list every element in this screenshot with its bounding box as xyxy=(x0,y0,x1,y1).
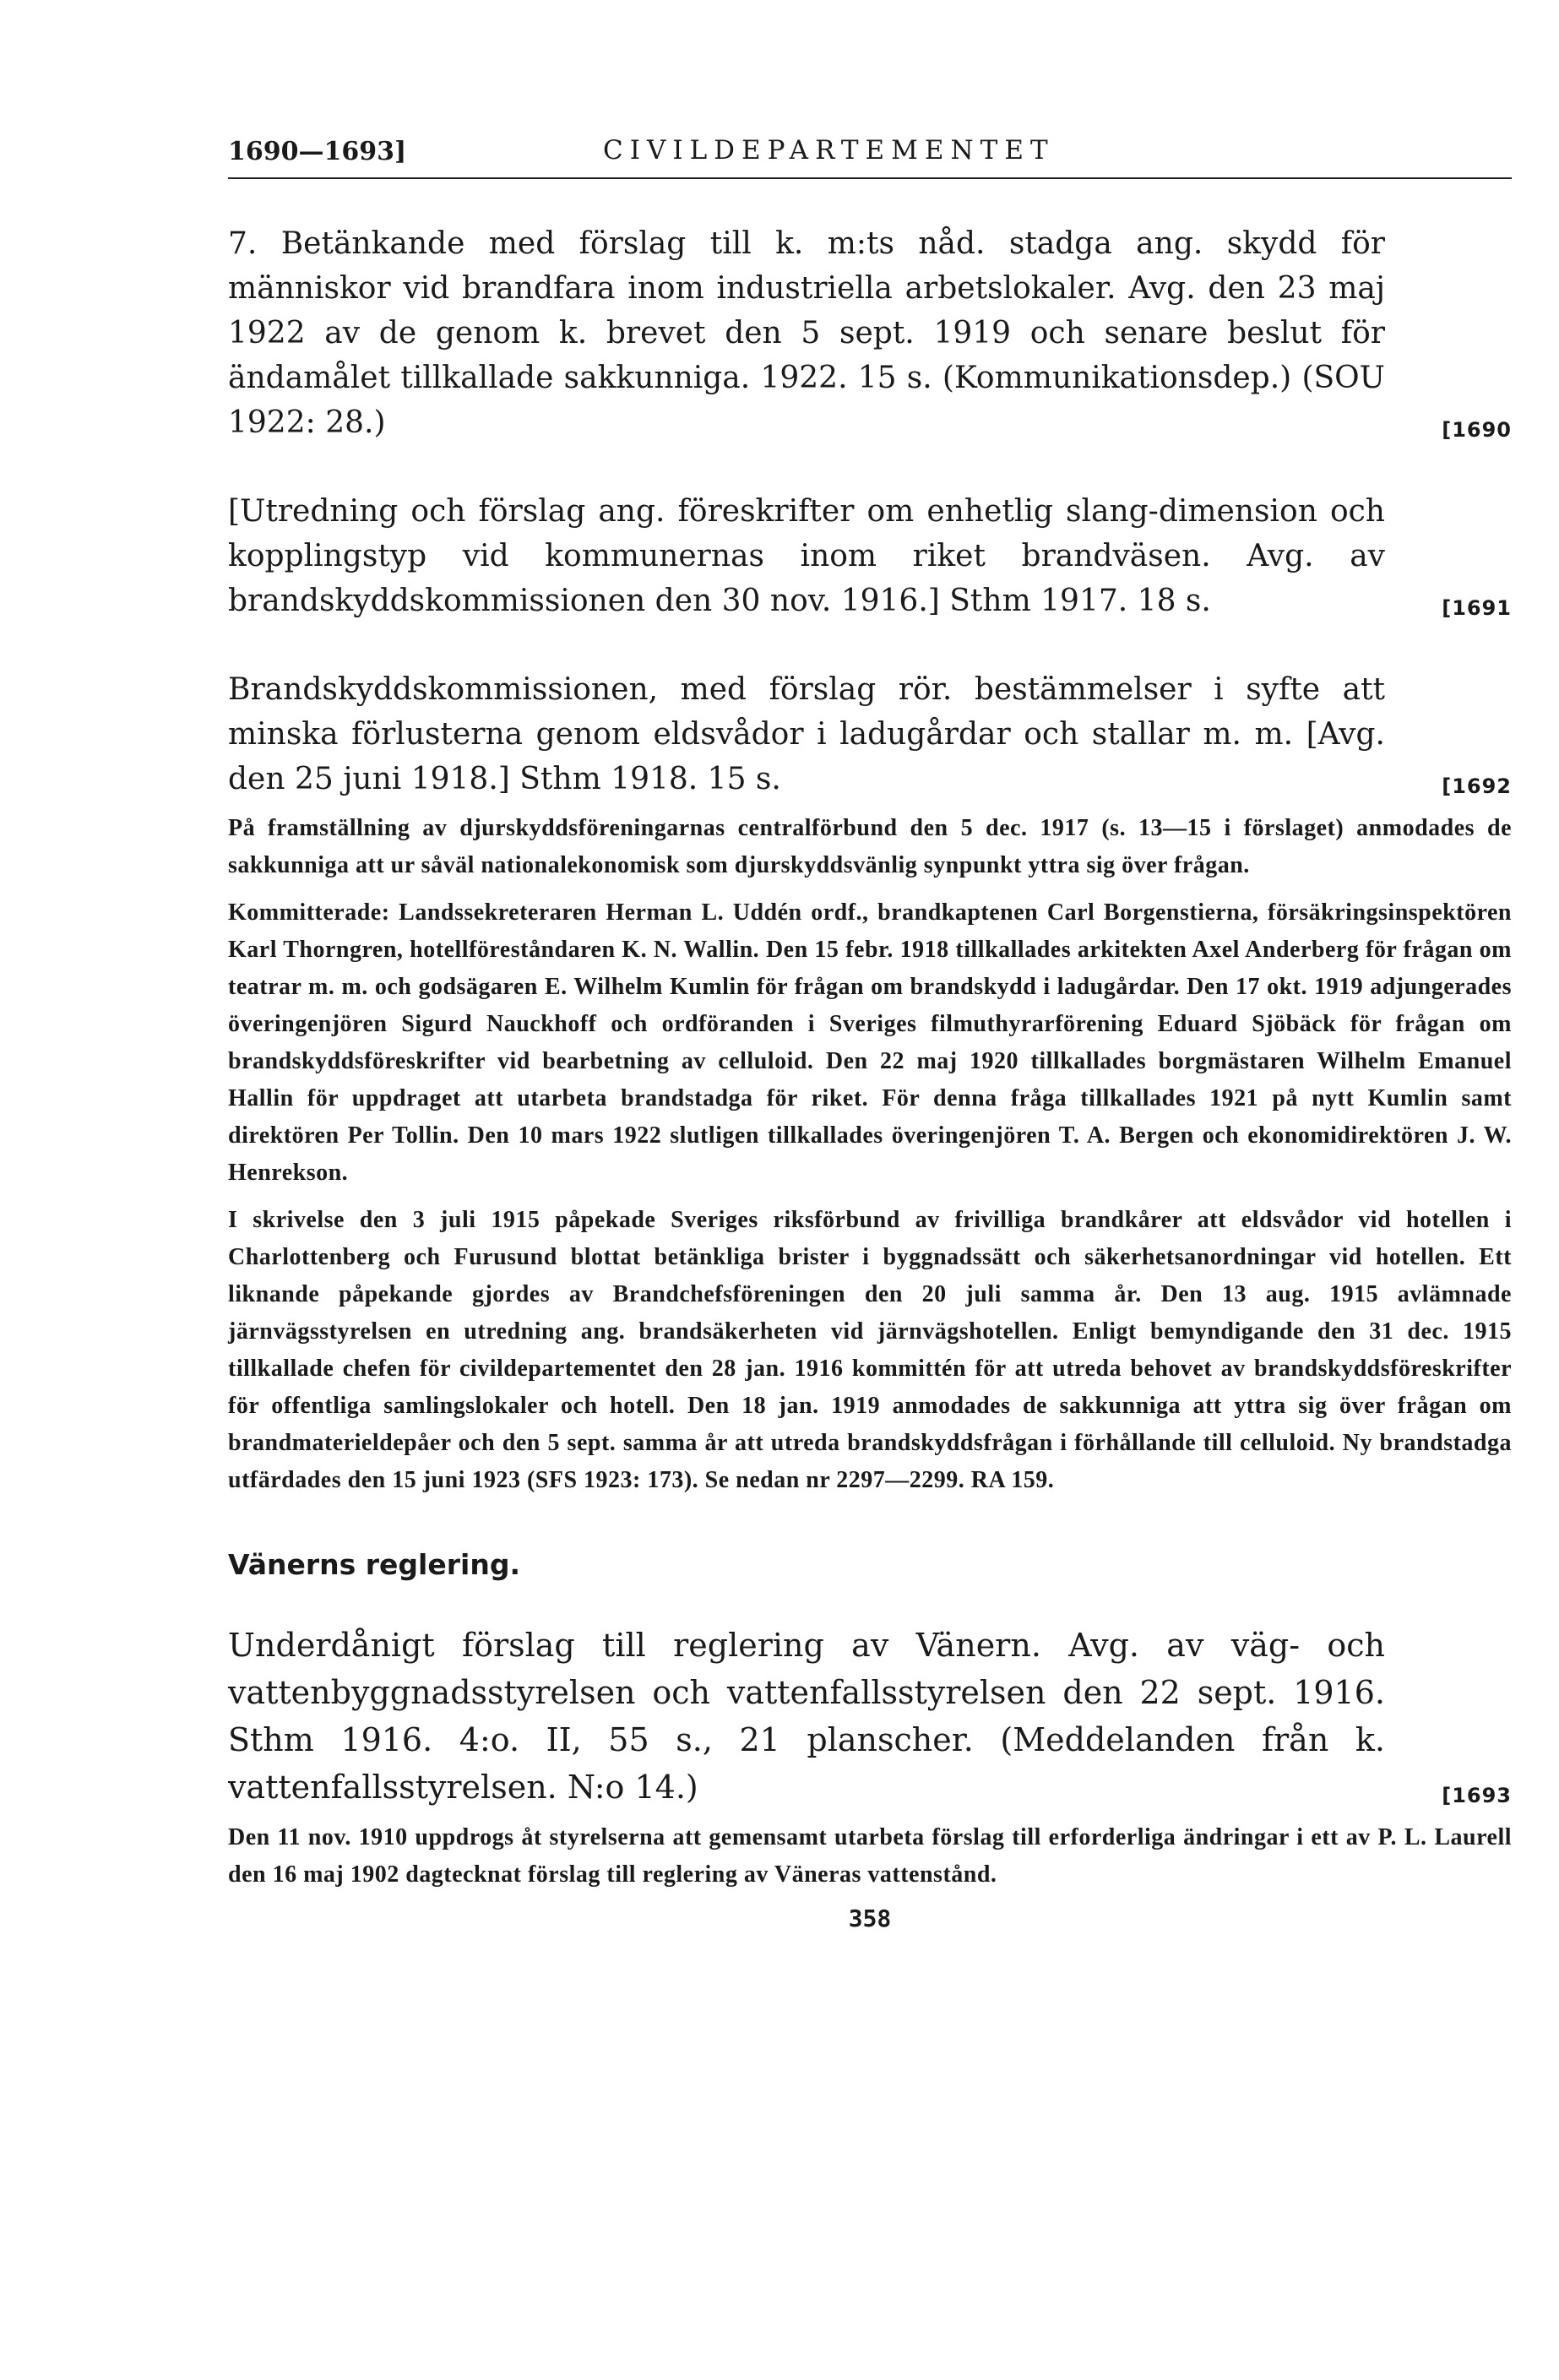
entry-text: [Utredning och förslag ang. föreskrifter om enhetlig slang-dimension och kopplingstyp vid kommunernas inom riket brandväsen. Avg. av brandskyddskommissionen den 30 nov. 1916.] Sthm 1917. 18 s. xyxy=(228,494,1385,618)
entry-1690 xyxy=(228,221,1512,445)
entry-1691 xyxy=(228,489,1512,623)
entry-number: [1690 xyxy=(1442,418,1512,442)
entry-number: [1692 xyxy=(1442,774,1512,798)
page-range: 1690—1693] xyxy=(228,137,407,166)
document-page xyxy=(228,127,1512,1894)
entry-text: 7. Betänkande med förslag till k. m:ts nåd. stadga ang. skydd för människor vid brandfara inom industriella arbetslokaler. Avg. den 23 maj 1922 av de genom k. brevet den 5 sept. 1919 och senare beslut för ändamålet tillkallade sakkunniga. 1922. 15 s. (Kommunikationsdep.) (SOU 1922: 28.) xyxy=(228,226,1385,440)
entry-number: [1691 xyxy=(1442,596,1512,620)
running-head xyxy=(228,127,1512,179)
entry-note: I skrivelse den 3 juli 1915 påpekade Sveriges riksförbund av frivilliga brandkårer att eldsvådor vid hotellen i Charlottenberg och Furusund blottat betänkliga brister i byggnadssätt och säkerhetsanordningar vid hotellen. Ett liknande påpekande gjordes av Brandchefsföreningen den 20 juli samma år. Den 13 aug. 1915 avlämnade järnvägsstyrelsen en utredning ang. brandsäkerheten vid järnvägshotellen. Enligt bemyndigande den 31 dec. 1915 tillkallade chefen för civildepartementet den 28 jan. 1916 kommittén för att utreda behovet av brandskyddsföreskrifter för offentliga samlingslokaler och hotell. Den 18 jan. 1919 anmodades de sakkunniga att yttra sig över frågan om brandmaterieldepåer och den 5 sept. samma år att utreda brandskyddsfrågan i förhållande till celluloid. Ny brandstadga utfärdades den 15 juni 1923 (SFS 1923: 173). Se nedan nr 2297—2299. RA 159. xyxy=(228,1207,1512,1493)
entry-text: Brandskyddskommissionen, med förslag rör. bestämmelser i syfte att minska förlusterna genom eldsvådor i ladugårdar och stallar m. m. [Avg. den 25 juni 1918.] Sthm 1918. 15 s. xyxy=(228,672,1385,796)
page-number: 358 xyxy=(848,1905,892,1932)
entry-text: Underdånigt förslag till reglering av Vänern. Avg. av väg- och vattenbyggnadsstyrelsen och vattenfallsstyrelsen den 22 sept. 1916. Sthm 1916. 4:o. II, 55 s., 21 planscher. (Meddelanden från k. vattenfallsstyrelsen. N:o 14.) xyxy=(228,1627,1385,1806)
entry-1692 xyxy=(228,667,1512,801)
entry-note: Kommitterade: Landssekreteraren Herman L. Uddén ordf., brandkaptenen Carl Borgenstierna, försäkringsinspektören Karl Thorngren, hotellföreståndaren K. N. Wallin. Den 15 febr. 1918 tillkallades arkitekten Axel Anderberg för frågan om teatrar m. m. och godsägaren E. Wilhelm Kumlin för frågan om brandskydd i ladugårdar. Den 17 okt. 1919 adjungerades överingenjören Sigurd Nauckhoff och ordföranden i Sveriges filmuthyrarförening Eduard Sjöbäck för frågan om brandskyddsföreskrifter vid bearbetning av celluloid. Den 22 maj 1920 tillkallades borgmästaren Wilhelm Emanuel Hallin för uppdraget att utarbeta brandstadga för riket. För denna fråga tillkallades 1921 på nytt Kumlin samt direktören Per Tollin. Den 10 mars 1922 slutligen tillkallades överingenjören T. A. Bergen och ekonomidirektören J. W. Henrekson. xyxy=(228,899,1512,1186)
section-heading: Vänerns reglering. xyxy=(228,1548,520,1581)
entry-note: Den 11 nov. 1910 uppdrogs åt styrelserna att gemensamt utarbeta förslag till erforderliga ändringar i ett av P. L. Laurell den 16 maj 1902 dagtecknat förslag till reglering av Väneras vattenstånd. xyxy=(228,1824,1512,1888)
department-title: CIVILDEPARTEMENTET xyxy=(603,135,1055,166)
entry-note: På framställning av djurskyddsföreningarnas centralförbund den 5 dec. 1917 (s. 13—15 i förslaget) anmodades de sakkunniga att ur såväl nationalekonomisk som djurskyddsvänlig synpunkt yttra sig över frågan. xyxy=(228,815,1512,878)
entry-1693 xyxy=(228,1622,1512,1811)
entry-number: [1693 xyxy=(1442,1784,1512,1807)
